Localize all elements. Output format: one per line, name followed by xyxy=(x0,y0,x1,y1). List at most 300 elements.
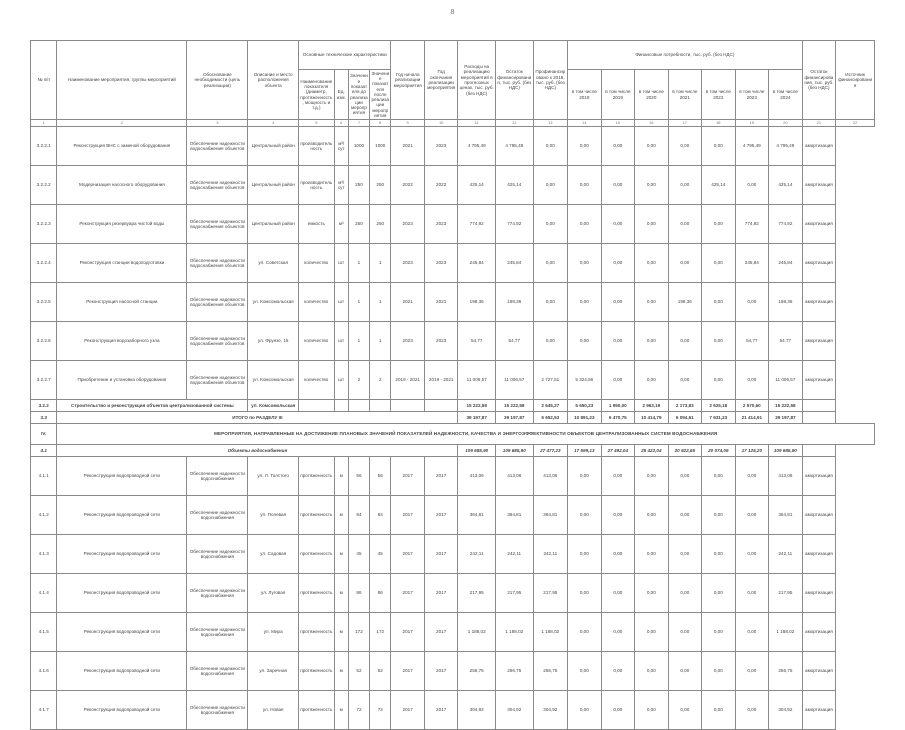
cell-f4: 0,00 xyxy=(668,244,702,283)
column-number: 1 xyxy=(31,120,57,127)
total-row xyxy=(31,412,875,424)
cell-place: Центральный район xyxy=(248,127,299,166)
cell-f1: 0,00 xyxy=(568,691,602,730)
cell-reason: Обеспечение надежности водоснабжения объектов xyxy=(187,127,248,166)
cell-num: 4.1.7 xyxy=(31,691,57,730)
cell-done: 2 727,51 xyxy=(533,361,568,400)
cell-f6: 0,00 xyxy=(735,283,769,322)
cell-src: амортизация xyxy=(802,457,836,496)
cell-num: 3.2.2.3 xyxy=(31,205,57,244)
column-number: 8 xyxy=(370,120,391,127)
cell-start: 2017 xyxy=(391,535,425,574)
cell-f2: 0,00 xyxy=(601,457,635,496)
cell-f6: 0,00 xyxy=(735,574,769,613)
cell-start: 2017 xyxy=(391,574,425,613)
cell-name: ИТОГО по РАЗДЕЛУ III xyxy=(57,412,458,424)
cell-start: 2022 xyxy=(391,166,425,205)
cell-place: Центральный район xyxy=(248,166,299,205)
cell-after: 1 xyxy=(370,283,391,322)
cell-cost: 15 222,58 xyxy=(458,400,496,412)
cell-start: 2017 xyxy=(391,652,425,691)
cell-place: ул. Советская xyxy=(248,244,299,283)
header-year: в том числе 2023 xyxy=(735,70,769,120)
cell-place: ул. Новая xyxy=(248,691,299,730)
cell-f5: 0,00 xyxy=(702,283,736,322)
cell-unit: м xyxy=(334,574,348,613)
cell-rest: 425,14 xyxy=(495,166,533,205)
cell-before: 1 xyxy=(348,283,369,322)
header-year: в том числе 2020 xyxy=(635,70,669,120)
cell-reason: Обеспечение надежности водоснабжения xyxy=(187,496,248,535)
cell-rest: 1 188,02 xyxy=(495,613,533,652)
cell-name: Реконструкция водозаборного узла xyxy=(57,322,187,361)
cell-before: 1 xyxy=(348,322,369,361)
header-after: Значение показателя после реализации мероприятия xyxy=(371,70,390,118)
table-row xyxy=(31,574,875,613)
cell-end: 2023 xyxy=(424,127,458,166)
cell-end: 2023 xyxy=(424,205,458,244)
cell-reason: Обеспечение надежности водоснабжения объектов xyxy=(187,322,248,361)
column-number: 22 xyxy=(836,120,875,127)
cell-name: Реконструкция водопроводной сети xyxy=(57,457,187,496)
cell-f2: 0,00 xyxy=(601,652,635,691)
cell-place: ул. Комсомольская xyxy=(248,400,299,412)
cell-after: 250 xyxy=(370,205,391,244)
cell-f2: 0,00 xyxy=(601,496,635,535)
cell-num: 3.2.2.7 xyxy=(31,361,57,400)
cell-num: 4.1.6 xyxy=(31,652,57,691)
section-header-row xyxy=(31,424,875,445)
cell-after: 1 xyxy=(370,322,391,361)
cell-place: ул. Садовая xyxy=(248,535,299,574)
header-source: Источник финансирования xyxy=(836,41,875,120)
cell-name: Реконструкция водопроводной сети xyxy=(57,652,187,691)
cell-after: 45 xyxy=(370,535,391,574)
cell-cost: 304,92 xyxy=(458,691,496,730)
header-year: в том числе 2018 xyxy=(568,70,602,120)
table-row xyxy=(31,496,875,535)
cell-f4: 0,00 xyxy=(668,496,702,535)
cell-done: 0,00 xyxy=(533,283,568,322)
cell-rest: 242,11 xyxy=(495,535,533,574)
cell-f5: 0,00 xyxy=(702,574,736,613)
table-row xyxy=(31,361,875,400)
cell-end: 2017 xyxy=(424,574,458,613)
cell-reason: Обеспечение надежности водоснабжения xyxy=(187,457,248,496)
cell-f2: 0,00 xyxy=(601,691,635,730)
cell-f4: 0,00 xyxy=(668,457,702,496)
column-number: 6 xyxy=(334,120,348,127)
header-year: в том числе 2022 xyxy=(702,70,736,120)
cell-f4: 20 922,65 xyxy=(668,445,702,457)
cell-f3: 0,00 xyxy=(635,205,669,244)
cell-unit: м xyxy=(334,496,348,535)
cell-place: ул. Луговая xyxy=(248,574,299,613)
cell-f7: 256,75 xyxy=(769,652,803,691)
cell-done: 0,00 xyxy=(533,244,568,283)
cell-f4: 198,36 xyxy=(668,283,702,322)
cell-place: ул. Фрунзе, 15 xyxy=(248,322,299,361)
cell-before: 2 xyxy=(348,361,369,400)
cell-unit: м xyxy=(334,691,348,730)
cell-f3: 0,00 xyxy=(635,691,669,730)
cell-f7: 15 222,58 xyxy=(769,400,803,412)
cell-f7: 774,92 xyxy=(769,205,803,244)
cell-num: 3.2.2.5 xyxy=(31,283,57,322)
rows-section-3 xyxy=(31,127,875,400)
cell-name: Реконструкция водопроводной сети xyxy=(57,496,187,535)
column-number: 5 xyxy=(299,120,335,127)
header-name: Наименование мероприятия, группы мероприятий xyxy=(57,41,187,120)
cell-done: 413,06 xyxy=(533,457,568,496)
cell-unit: м xyxy=(334,457,348,496)
cell-f5: 0,00 xyxy=(702,535,736,574)
column-number: 3 xyxy=(187,120,248,127)
cell-end: 2021 xyxy=(424,283,458,322)
cell-f2: 27 492,04 xyxy=(601,445,635,457)
cell-f4: 0,00 xyxy=(668,535,702,574)
cell-unit: м³/сут xyxy=(334,166,348,205)
table-row xyxy=(31,127,875,166)
header-year: в том числе 2024 xyxy=(769,70,803,120)
cell-f3: 0,00 xyxy=(635,283,669,322)
cell-num: 3.2.2.6 xyxy=(31,322,57,361)
cell-place: ул. Полевая xyxy=(248,496,299,535)
column-number: 21 xyxy=(802,120,836,127)
cell-rest: 774,92 xyxy=(495,205,533,244)
cell-reason: Обеспечение надежности водоснабжения xyxy=(187,652,248,691)
cell-place: ул. Л. Толстого xyxy=(248,457,299,496)
cell-f4: 0,00 xyxy=(668,574,702,613)
cell-param: производительность xyxy=(299,127,335,166)
cell-src: амортизация xyxy=(802,574,836,613)
cell-cost: 4 795,49 xyxy=(458,127,496,166)
cell-after: 250 xyxy=(370,166,391,205)
cell-cost: 245,84 xyxy=(458,244,496,283)
cell-cost: 364,81 xyxy=(458,496,496,535)
cell-unit: м xyxy=(334,535,348,574)
cell-f3: 0,00 xyxy=(635,457,669,496)
cell-before: 250 xyxy=(348,205,369,244)
cell-f3: 0,00 xyxy=(635,361,669,400)
cell-src: амортизация xyxy=(802,652,836,691)
cell-src: амортизация xyxy=(802,535,836,574)
cell-f6: 54,77 xyxy=(735,322,769,361)
cell-start: 2017 xyxy=(391,457,425,496)
cell-f5: 0,00 xyxy=(702,496,736,535)
cell-f2: 0,00 xyxy=(601,283,635,322)
table-row xyxy=(31,283,875,322)
cell-unit: шт xyxy=(334,361,348,400)
cell-name: Реконструкция станции водоподготовки xyxy=(57,244,187,283)
header-place: Описание и место расположения объекта xyxy=(248,41,299,120)
cell-f2: 0,00 xyxy=(601,613,635,652)
cell-cost: 54,77 xyxy=(458,322,496,361)
cell-f1: 0,00 xyxy=(568,127,602,166)
cell-cost: 242,11 xyxy=(458,535,496,574)
cell-src: амортизация xyxy=(802,361,836,400)
cell-f4: 0,00 xyxy=(668,652,702,691)
cell-f5: 2 625,18 xyxy=(702,400,736,412)
cell-end: 2017 xyxy=(424,652,458,691)
cell-name: Модернизация насосного оборудования xyxy=(57,166,187,205)
table-row xyxy=(31,244,875,283)
cell-reason: Обеспечение надежности водоснабжения xyxy=(187,613,248,652)
cell-f7: 39 197,87 xyxy=(769,412,803,424)
cell-rest: 364,81 xyxy=(495,496,533,535)
cell-f5: 0,00 xyxy=(702,361,736,400)
header-num: № п/п xyxy=(31,41,57,120)
cell-f4: 6 094,61 xyxy=(668,412,702,424)
cell-start: 2021 xyxy=(391,127,425,166)
cell-f2: 0,00 xyxy=(601,535,635,574)
cell-num: 4.1 xyxy=(31,445,57,457)
cell-f7: 1 188,02 xyxy=(769,613,803,652)
cell-start: 2017 xyxy=(391,691,425,730)
cell-unit: шт xyxy=(334,322,348,361)
cell-f1: 0,00 xyxy=(568,283,602,322)
cell-f5: 0,00 xyxy=(702,244,736,283)
cell-num: 4.1.1 xyxy=(31,457,57,496)
header-needs: Финансовые потребности, тыс. руб. (без НДС) xyxy=(568,41,803,70)
cell-f1: 0,00 xyxy=(568,574,602,613)
cell-f7: 54,77 xyxy=(769,322,803,361)
cell-end: 2022 xyxy=(424,166,458,205)
cell-num: 3.3 xyxy=(31,412,57,424)
cell-f7: 11 006,57 xyxy=(769,361,803,400)
cell-f6: 0,00 xyxy=(735,613,769,652)
cell-f1: 0,00 xyxy=(568,322,602,361)
cell-num: 4.1.4 xyxy=(31,574,57,613)
cell-f1: 0,00 xyxy=(568,166,602,205)
table-row xyxy=(31,691,875,730)
cell-f1: 17 599,13 xyxy=(568,445,602,457)
cell-cost: 198,36 xyxy=(458,283,496,322)
cell-f2: 1 950,00 xyxy=(601,400,635,412)
column-number: 2 xyxy=(57,120,187,127)
cell-rest: 256,75 xyxy=(495,652,533,691)
cell-start: 2017 xyxy=(391,613,425,652)
cell-f3: 0,00 xyxy=(635,652,669,691)
cell-cost: 425,14 xyxy=(458,166,496,205)
column-numbers-row xyxy=(31,120,875,127)
cell-unit: м xyxy=(334,652,348,691)
cell-cost: 413,06 xyxy=(458,457,496,496)
cell-f6: 17 125,20 xyxy=(735,445,769,457)
cell-before: 250 xyxy=(348,166,369,205)
cell-place: ул. Комсомольская xyxy=(248,361,299,400)
cell-rest: 54,77 xyxy=(495,322,533,361)
cell-f3: 0,00 xyxy=(635,613,669,652)
cell-after: 52 xyxy=(370,652,391,691)
cell-rest: 15 222,58 xyxy=(495,400,533,412)
cell-num: 3.2.2 xyxy=(31,400,57,412)
cell-end: 2017 xyxy=(424,691,458,730)
cell-num: 3.2.2.1 xyxy=(31,127,57,166)
column-number: 18 xyxy=(702,120,736,127)
cell-f3: 0,00 xyxy=(635,127,669,166)
table-row xyxy=(31,166,875,205)
cell-param: количество xyxy=(299,244,335,283)
column-number: 11 xyxy=(458,120,496,127)
column-number: 10 xyxy=(424,120,458,127)
cell-end: 2017 xyxy=(424,613,458,652)
cell-f5: 0,00 xyxy=(702,205,736,244)
cell-done: 1 188,02 xyxy=(533,613,568,652)
cell-reason: Обеспечение надежности водоснабжения объектов xyxy=(187,166,248,205)
cell-f3: 0,00 xyxy=(635,166,669,205)
cell-rest: 39 197,87 xyxy=(495,412,533,424)
header-year: в том числе 2019 xyxy=(601,70,635,120)
cell-f2: 0,00 xyxy=(601,574,635,613)
cell-after: 2 xyxy=(370,361,391,400)
cell-before: 86 xyxy=(348,574,369,613)
cell-f1: 0,00 xyxy=(568,205,602,244)
cell-f7: 245,84 xyxy=(769,244,803,283)
cell-src: амортизация xyxy=(802,166,836,205)
cell-start: 2021 xyxy=(391,283,425,322)
cell-f7: 109 685,90 xyxy=(769,445,803,457)
cell-after: 84 xyxy=(370,496,391,535)
table-row xyxy=(31,613,875,652)
cell-done: 27 477,23 xyxy=(533,445,568,457)
subtotal-row xyxy=(31,400,875,412)
cell-done: 242,11 xyxy=(533,535,568,574)
cell-f1: 0,00 xyxy=(568,535,602,574)
cell-num: 4.1.5 xyxy=(31,613,57,652)
cell-unit: шт xyxy=(334,283,348,322)
cell-param: протяженность xyxy=(299,457,335,496)
cell-f7: 198,36 xyxy=(769,283,803,322)
table-row xyxy=(31,205,875,244)
cell-f2: 0,00 xyxy=(601,244,635,283)
cell-f5: 0,00 xyxy=(702,457,736,496)
cell-done: 0,00 xyxy=(533,166,568,205)
cell-param: количество xyxy=(299,322,335,361)
cell-f2: 0,00 xyxy=(601,361,635,400)
column-number: 20 xyxy=(769,120,803,127)
cell-before: 52 xyxy=(348,652,369,691)
cell-f7: 217,95 xyxy=(769,574,803,613)
column-number: 7 xyxy=(348,120,369,127)
cell-f6: 0,00 xyxy=(735,691,769,730)
cell-before: 84 xyxy=(348,496,369,535)
cell-done: 217,95 xyxy=(533,574,568,613)
cell-reason: Обеспечение надежности водоснабжения объектов xyxy=(187,283,248,322)
cell-done: 0,00 xyxy=(533,127,568,166)
header-rest: Остаток финансирования, тыс. руб. (без НДС) xyxy=(495,41,533,120)
cell-param: протяженность xyxy=(299,535,335,574)
cell-unit: м xyxy=(334,613,348,652)
cell-before: 45 xyxy=(348,535,369,574)
cell-num: 3.2.2.4 xyxy=(31,244,57,283)
cell-end: 2017 xyxy=(424,457,458,496)
cell-done: 6 652,53 xyxy=(533,412,568,424)
section-title: МЕРОПРИЯТИЯ, НАПРАВЛЕННЫЕ НА ДОСТИЖЕНИЕ ПЛАНОВЫХ ЗНАЧЕНИЙ ПОКАЗАТЕЛЕЙ НАДЕЖНОСТИ, КАЧЕСТВА И ЭНЕРГОЭФФЕКТИВНОСТИ ОБЪЕКТОВ ЦЕНТРАЛИЗОВАННЫХ СИСТЕМ ВОДОСНАБЖЕНИЯ xyxy=(57,424,875,445)
cell-done: 0,00 xyxy=(533,205,568,244)
cell-param: протяженность xyxy=(299,496,335,535)
cell-f4: 2 173,83 xyxy=(668,400,702,412)
cell-done: 2 645,27 xyxy=(533,400,568,412)
cell-f5: 0,00 xyxy=(702,322,736,361)
cell-param: количество xyxy=(299,361,335,400)
column-number: 14 xyxy=(568,120,602,127)
investment-program-table xyxy=(30,40,875,730)
cell-end: 2023 xyxy=(424,322,458,361)
cell-end: 2017 xyxy=(424,496,458,535)
cell-unit: м³/сут xyxy=(334,127,348,166)
cell-cost: 1 188,02 xyxy=(458,613,496,652)
cell-after: 1000 xyxy=(370,127,391,166)
cell-before: 72 xyxy=(348,691,369,730)
cell-src: амортизация xyxy=(802,244,836,283)
cell-f6: 774,92 xyxy=(735,205,769,244)
cell-f3: 0,00 xyxy=(635,535,669,574)
cell-f1: 5 650,23 xyxy=(568,400,602,412)
cell-name: Реконструкция ВНС с заменой оборудования xyxy=(57,127,187,166)
cell-after: 86 xyxy=(370,574,391,613)
cell-f6: 4 795,49 xyxy=(735,127,769,166)
cell-src: амортизация xyxy=(802,613,836,652)
cell-end: 2023 xyxy=(424,244,458,283)
table-row xyxy=(31,652,875,691)
cell-name: Реконструкция водопроводной сети xyxy=(57,691,187,730)
cell-before: 1000 xyxy=(348,127,369,166)
column-number: 4 xyxy=(248,120,299,127)
cell-place: Центральный район xyxy=(248,205,299,244)
cell-f1: 0,00 xyxy=(568,613,602,652)
cell-end: 2017 xyxy=(424,535,458,574)
cell-rest: 304,92 xyxy=(495,691,533,730)
cell-done: 364,81 xyxy=(533,496,568,535)
cell-f5: 0,00 xyxy=(702,652,736,691)
cell-start: 2017 xyxy=(391,496,425,535)
cell-cost: 217,95 xyxy=(458,574,496,613)
cell-f6: 2 570,60 xyxy=(735,400,769,412)
cell-num: 4.1.3 xyxy=(31,535,57,574)
column-number: 12 xyxy=(495,120,533,127)
cell-place: ул. Мира xyxy=(248,613,299,652)
cell-name: Реконструкция водопроводной сети xyxy=(57,535,187,574)
cell-f1: 0,00 xyxy=(568,496,602,535)
cell-cost: 256,75 xyxy=(458,652,496,691)
cell-name: Реконструкция водопроводной сети xyxy=(57,574,187,613)
header-done: Профинансировано к 2018, тыс. руб. (без НДС) xyxy=(533,41,568,120)
cell-f3: 0,00 xyxy=(635,244,669,283)
cell-f2: 6 470,75 xyxy=(601,412,635,424)
header-row-1 xyxy=(31,41,875,70)
cell-name: Строительство и реконструкция объектов централизованной системы xyxy=(57,400,248,412)
cell-f3: 2 963,19 xyxy=(635,400,669,412)
cell-rest: 11 006,57 xyxy=(495,361,533,400)
cell-param: емкость xyxy=(299,205,335,244)
table-row xyxy=(31,535,875,574)
cell-param: количество xyxy=(299,283,335,322)
cell-f1: 0,00 xyxy=(568,652,602,691)
cell-param: протяженность xyxy=(299,613,335,652)
cell-f6: 0,00 xyxy=(735,361,769,400)
cell-name: Реконструкция резервуара чистой воды xyxy=(57,205,187,244)
cell-f3: 0,00 xyxy=(635,322,669,361)
cell-src: амортизация xyxy=(802,322,836,361)
cell-start: 2019 - 2021 xyxy=(391,361,425,400)
cell-reason: Обеспечение надежности водоснабжения объектов xyxy=(187,244,248,283)
table-row xyxy=(31,457,875,496)
cell-f3: 0,00 xyxy=(635,574,669,613)
cell-rest: 413,06 xyxy=(495,457,533,496)
cell-f7: 242,11 xyxy=(769,535,803,574)
cell-f5: 425,14 xyxy=(702,166,736,205)
